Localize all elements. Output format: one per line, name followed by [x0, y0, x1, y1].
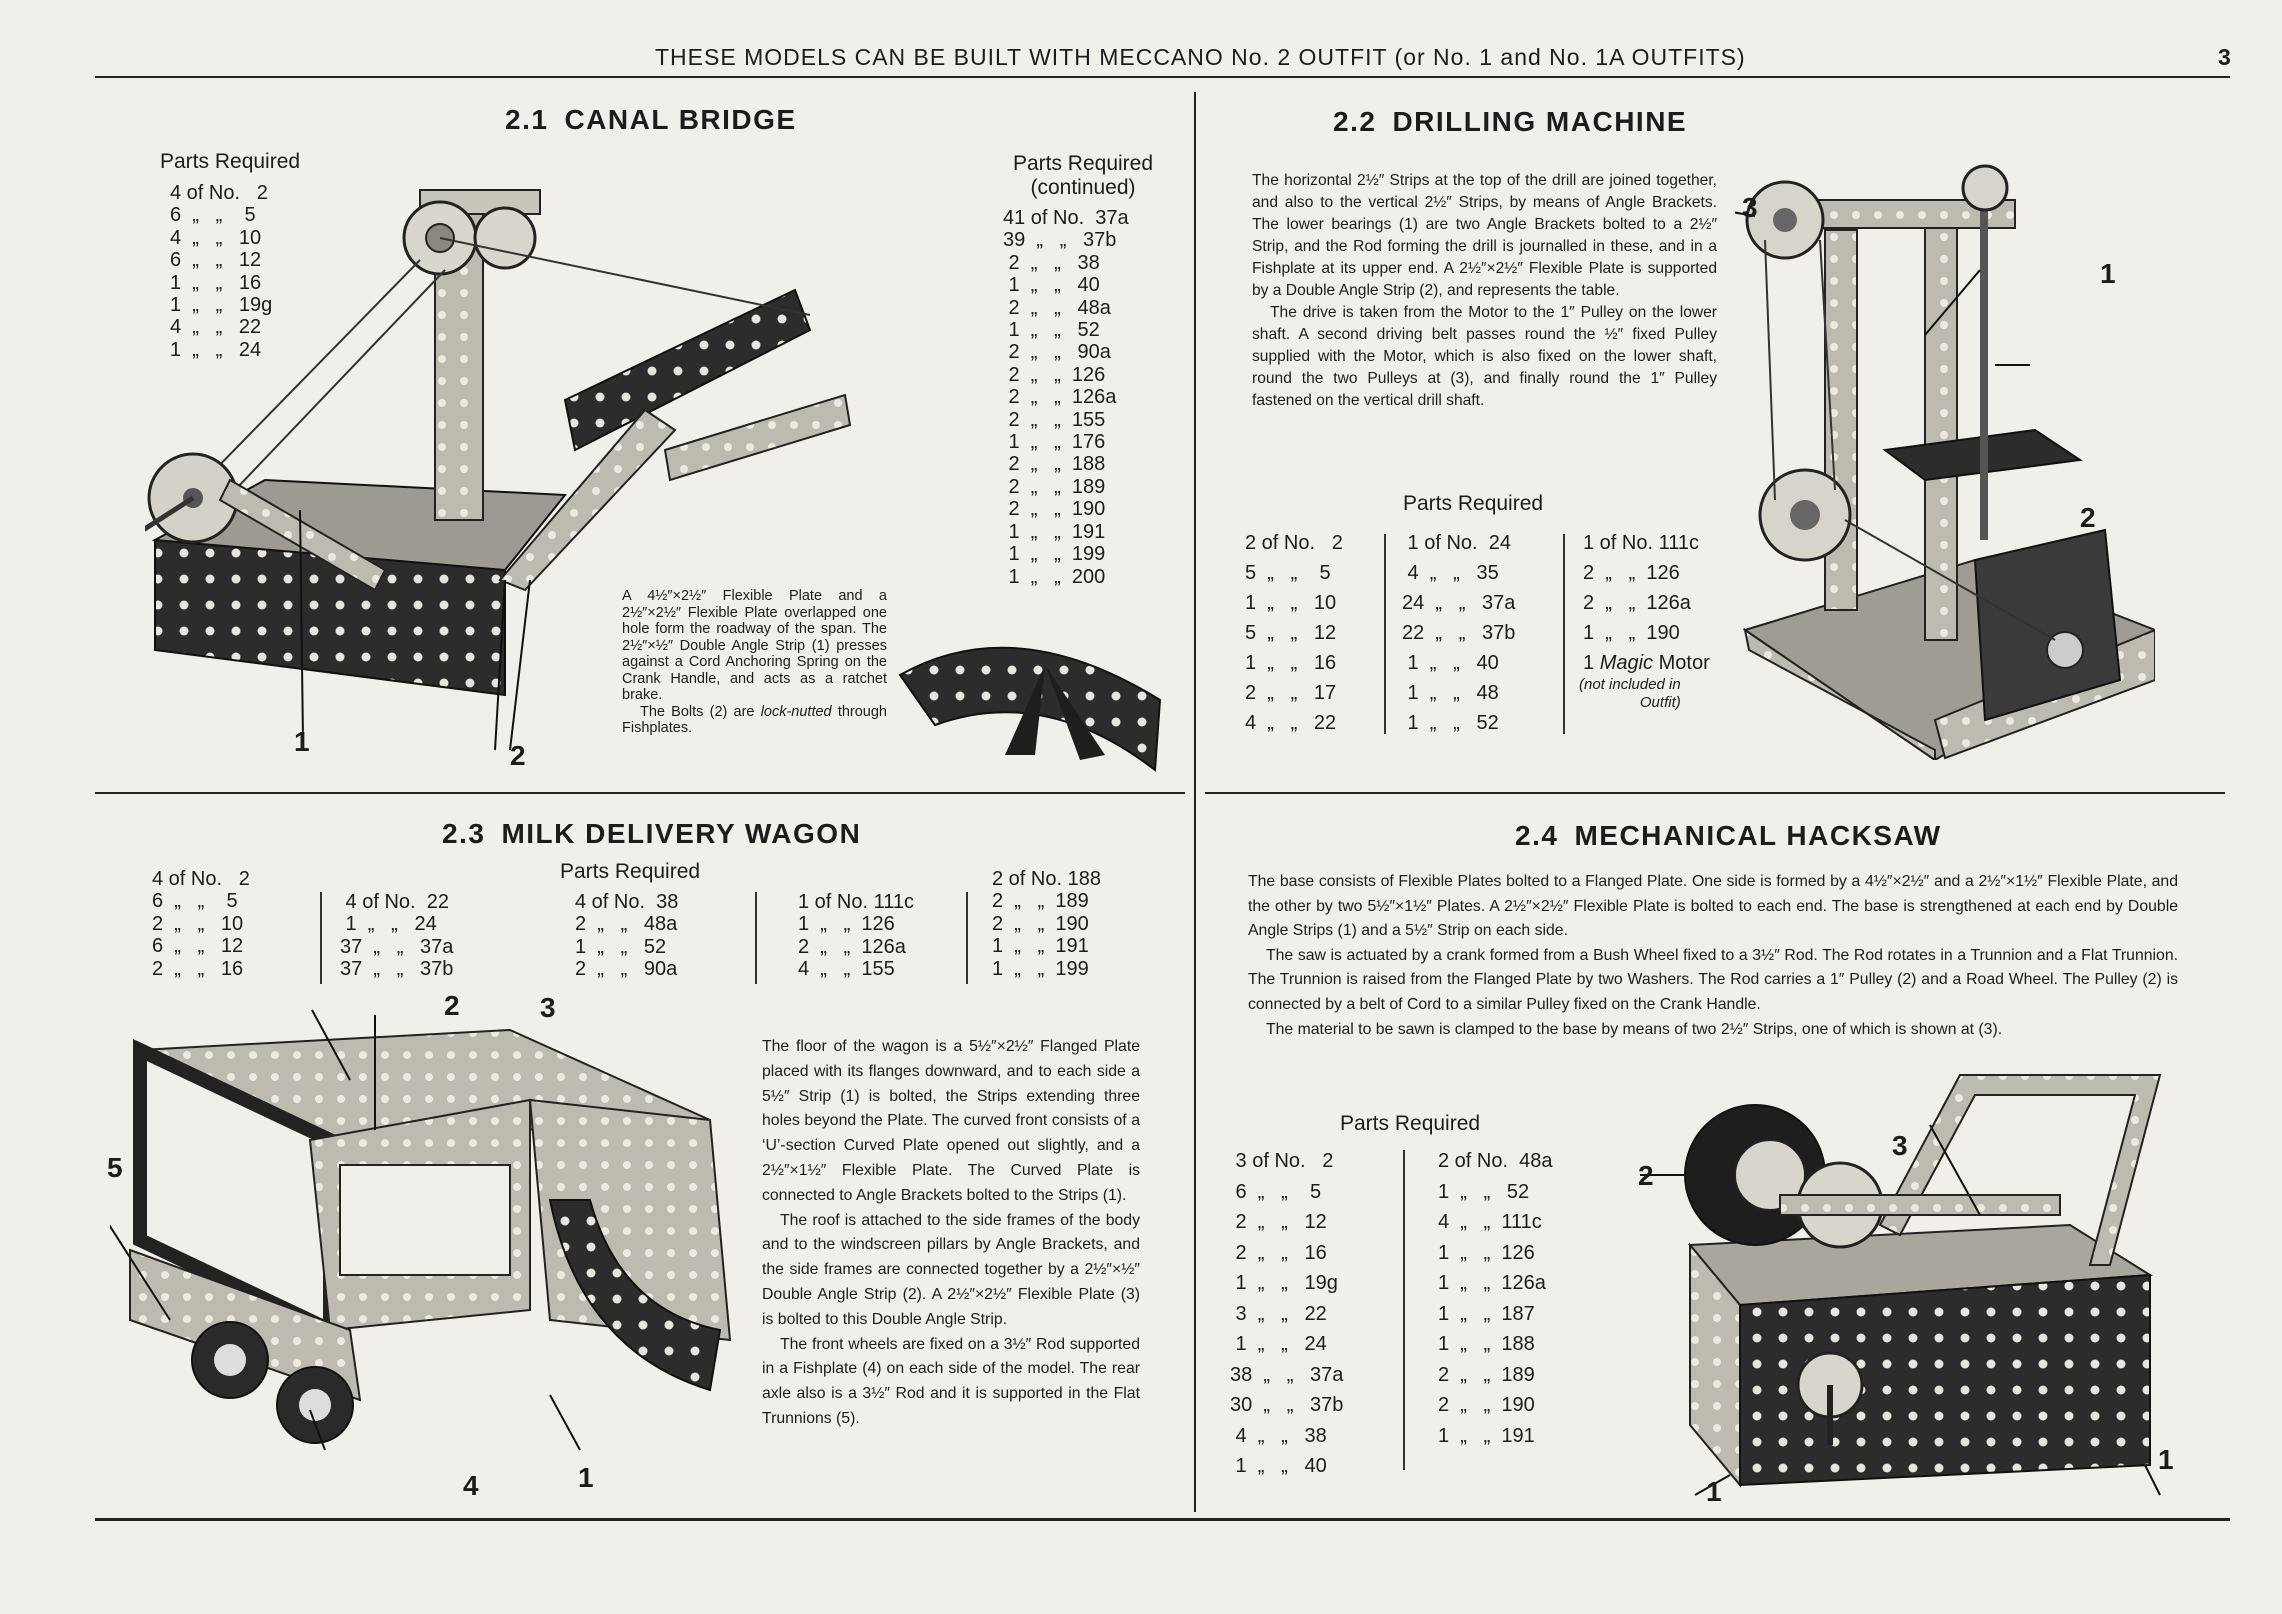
column-divider [966, 892, 968, 984]
section-title-milk-wagon [442, 818, 861, 850]
callout-1: 1 [578, 1462, 594, 1493]
section-number: 2.4 [1515, 820, 1559, 851]
parts-col-1: 4 of No. 2 6 „ „ 5 2 „ „ 10 6 „ „ 12 2 „ „ 16 [152, 868, 250, 980]
drilling-machine-description [1252, 170, 1717, 412]
parts-row: 2 „ „ 188 [1003, 453, 1106, 476]
parts-row: 6 „ „ 12 [170, 249, 262, 272]
parts-col-1: 2 of No. 2 5 „ „ 5 1 „ „ 10 5 „ „ 12 1 „ „ 16 2 „ „ 17 4 „ „ 22 [1245, 532, 1343, 734]
parts-row: 2 „ „ 126a [1003, 386, 1117, 409]
paragraph: The base consists of Flexible Plates bolted to a Flanged Plate. One side is formed by a 4½″×2½″ and a 2½″×1½″ Flexible Plate, and the other by two 5½″×1½″ Plates. A 2½″×2½″ Flexible Plate is bolted to each end. The base is strengthened at each end by Double Angle Strips (1) and a 5½″ Strip on each side. [1248, 873, 2178, 940]
callout-2: 2 [444, 990, 460, 1021]
paragraph: The material to be sawn is clamped to the base by means of two 2½″ Strips, one of which is shown at (3). [1266, 1020, 2003, 1038]
parts-row: 4 „ „ 22 [170, 316, 262, 339]
callout-1-right: 1 [2158, 1444, 2174, 1475]
parts-row: 1 „ „ 199 [1003, 543, 1106, 566]
section-name: MECHANICAL HACKSAW [1574, 820, 1942, 851]
section-number: 2.1 [505, 104, 549, 135]
parts-row: 1 „ „ 40 [1003, 274, 1100, 297]
paragraph: The roof is attached to the side frames of the body and to the windscreen pillars by Angle Brackets, and the side frames are connected together by a 2½″×½″ Double Angle Strip (2). A 2½″×2½″ Flexible Plate (3) is bolted to this Double Angle Strip. [762, 1211, 1140, 1328]
header-rule [95, 76, 2230, 78]
parts-col-2: 2 of No. 48a 1 „ „ 52 4 „ „ 111c 1 „ „ 126 1 „ „ 126a 1 „ „ 187 1 „ „ 188 2 „ „ 189 2 „ „ 190 1 „ „ 191 [1438, 1150, 1553, 1447]
callout-3: 3 [540, 992, 556, 1023]
callout-1: 1 [294, 726, 310, 757]
parts-col-2: 1 of No. 24 4 „ „ 35 24 „ „ 37a 22 „ „ 37b 1 „ „ 40 1 „ „ 48 1 „ „ 52 [1402, 532, 1516, 734]
footer-rule [95, 1518, 2230, 1521]
parts-row: 39 „ „ 37b [1003, 229, 1117, 252]
page-number: 3 [2218, 44, 2232, 70]
callout-2: 2 [1638, 1160, 1654, 1191]
parts-row: 41 of No. 37a [1003, 207, 1129, 229]
parts-row: 1 „ „ 24 [170, 338, 262, 361]
parts-row: 1 „ „ 191 [1003, 520, 1106, 543]
parts-col-2: 4 of No. 22 1 „ „ 24 37 „ „ 37a 37 „ „ 37b [340, 891, 454, 981]
parts-row: 2 „ „ 190 [1003, 498, 1106, 521]
paragraph: The horizontal 2½″ Strips at the top of the drill are joined together, and also to the vertical 2½″ Strips, by means of Angle Brackets. The lower bearings (1) are two Angle Brackets bolted to a 2½″ Strip, and the Rod forming the drill is journalled in these, and in a Fishplate at its upper end. A 2½″×2½″ Flexible Plate is supported by a Double Angle Strip (2), and represents the table. [1252, 172, 1717, 299]
section-title-canal-bridge [505, 104, 797, 136]
parts-row: 1 „ „ 52 [1003, 319, 1100, 342]
parts-row: 1 „ „ 16 [170, 271, 262, 294]
center-divider [1194, 92, 1196, 1512]
drilling-machine-illustration [1735, 160, 2155, 760]
column-divider [755, 892, 757, 984]
parts-row: 4 of No. 2 [170, 182, 268, 204]
column-divider [1403, 1150, 1405, 1470]
paragraph: The saw is actuated by a crank formed from a Bush Wheel fixed to a 3½″ Rod. The Rod rotates in a Trunnion and a Flat Trunnion. The Trunnion is raised from the Flanged Plate by two Washers. The Rod carries a 1″ Pulley (2) and a Road Wheel. The Pulley (2) is connected by a belt of Cord to a similar Pulley fixed on the Crank Handle. [1248, 946, 2178, 1013]
callout-1: 1 [2100, 258, 2116, 289]
curved-plate-illustration [895, 605, 1170, 775]
parts-row: 2 „ „ 155 [1003, 408, 1106, 431]
column-divider [1384, 534, 1386, 734]
paragraph: The floor of the wagon is a 5½″×2½″ Flanged Plate placed with its flanges downward, and to each side a 5½″ Strip (1) is bolted, the Strips extending three holes beyond the Plate. The curved front consists of a ‘U’-section Curved Plate opened out slightly, and a 2½″×1½″ Flexible Plate. The Curved Plate is connected to Angle Brackets bolted to the Strips (1). [762, 1038, 1140, 1204]
callout-2: 2 [2080, 502, 2096, 533]
section-name: MILK DELIVERY WAGON [501, 818, 862, 849]
right-mid-rule [1205, 792, 2225, 794]
canal-bridge-caption: A 4½″×2½″ Flexible Plate and a 2½″×2½″ Flexible Plate overlapped one hole form the roadway of the span. The 2½″×½″ Double Angle Strip (1) presses against a Cord Anchoring Spring on the Crank Handle, and acts as a ratchet brake. The Bolts (2) are lock-nutted through Fishplates. [622, 588, 887, 736]
parts-col-3: 1 of No. 111c 2 „ „ 126 2 „ „ 126a 1 „ „ 190 1 Magic Motor [1583, 528, 1710, 678]
motor-line: 1 Magic Motor [1583, 652, 1710, 674]
header-title: THESE MODELS CAN BE BUILT WITH MECCANO No. 2 OUTFIT (or No. 1 and No. 1A OUTFITS) [655, 44, 1746, 70]
section-name: DRILLING MACHINE [1392, 106, 1688, 137]
parts-row: 2 „ „ 90a [1003, 341, 1111, 364]
parts-row: 1 „ „ 19g [170, 294, 273, 317]
section-title-hacksaw [1515, 820, 1942, 852]
callout-1-left: 1 [1706, 1476, 1722, 1507]
callout-3: 3 [1742, 192, 1758, 223]
parts-heading: Parts Required [160, 150, 301, 173]
parts-col-4: 1 of No. 111c 1 „ „ 126 2 „ „ 126a 4 „ „ 155 [798, 891, 914, 981]
left-mid-rule [95, 792, 1185, 794]
section-number: 2.2 [1333, 106, 1377, 137]
section-name: CANAL BRIDGE [564, 104, 797, 135]
parts-col-3: 4 of No. 38 2 „ „ 48a 1 „ „ 52 2 „ „ 90a [575, 891, 679, 981]
parts-row: 1 „ „ 176 [1003, 431, 1106, 454]
parts-heading: Parts Required [1403, 492, 1544, 515]
parts-heading: Parts Required [560, 860, 701, 883]
column-divider [1563, 534, 1565, 734]
milk-wagon-illustration [110, 1000, 750, 1470]
section-number: 2.3 [442, 818, 486, 849]
parts-list-continued [1003, 207, 1129, 588]
parts-row: 2 „ „ 48a [1003, 296, 1111, 319]
parts-row: 1 „ „ 200 [1003, 565, 1106, 588]
parts-col-1: 3 of No. 2 6 „ „ 5 2 „ „ 12 2 „ „ 16 1 „ „ 19g 3 „ „ 22 1 „ „ 24 38 „ „ 37a 30 „ „ 37b 4 „ „ 38 1 „ „ 40 [1230, 1150, 1344, 1477]
milk-wagon-description [762, 1035, 1140, 1432]
column-divider [320, 892, 322, 984]
callout-4: 4 [463, 1470, 479, 1501]
parts-row: 2 „ „ 189 [1003, 475, 1106, 498]
parts-col-5: 2 of No. 188 2 „ „ 189 2 „ „ 190 1 „ „ 191 1 „ „ 199 [992, 868, 1101, 980]
section-title-drilling-machine [1333, 106, 1687, 138]
paragraph: The front wheels are fixed on a 3½″ Rod supported in a Fishplate (4) on each side of the model. The rear axle also is a 3½″ Rod and it is supported in the Flat Trunnions (5). [762, 1335, 1140, 1427]
hacksaw-illustration [1640, 1065, 2200, 1505]
parts-heading: Parts Required [1340, 1112, 1481, 1135]
parts-row: 2 „ „ 126 [1003, 363, 1106, 386]
callout-2: 2 [510, 740, 526, 771]
parts-row: 2 „ „ 38 [1003, 251, 1100, 274]
parts-row: 4 „ „ 10 [170, 226, 262, 249]
motor-note: (not included in Outfit) [1579, 676, 1681, 711]
callout-5: 5 [107, 1152, 123, 1183]
parts-heading-continued: Parts Required (continued) [1012, 152, 1154, 199]
parts-row: 6 „ „ 5 [170, 204, 256, 227]
hacksaw-description [1248, 870, 2178, 1042]
callout-3: 3 [1892, 1130, 1908, 1161]
paragraph: The drive is taken from the Motor to the 1″ Pulley on the lower shaft. A second driving belt passes round the ½″ fixed Pulley supplied with the Motor, which is also fixed on the lower shaft, round the two Pulleys at (3), and finally round the 1″ Pulley fastened on the vertical drill shaft. [1252, 304, 1717, 409]
